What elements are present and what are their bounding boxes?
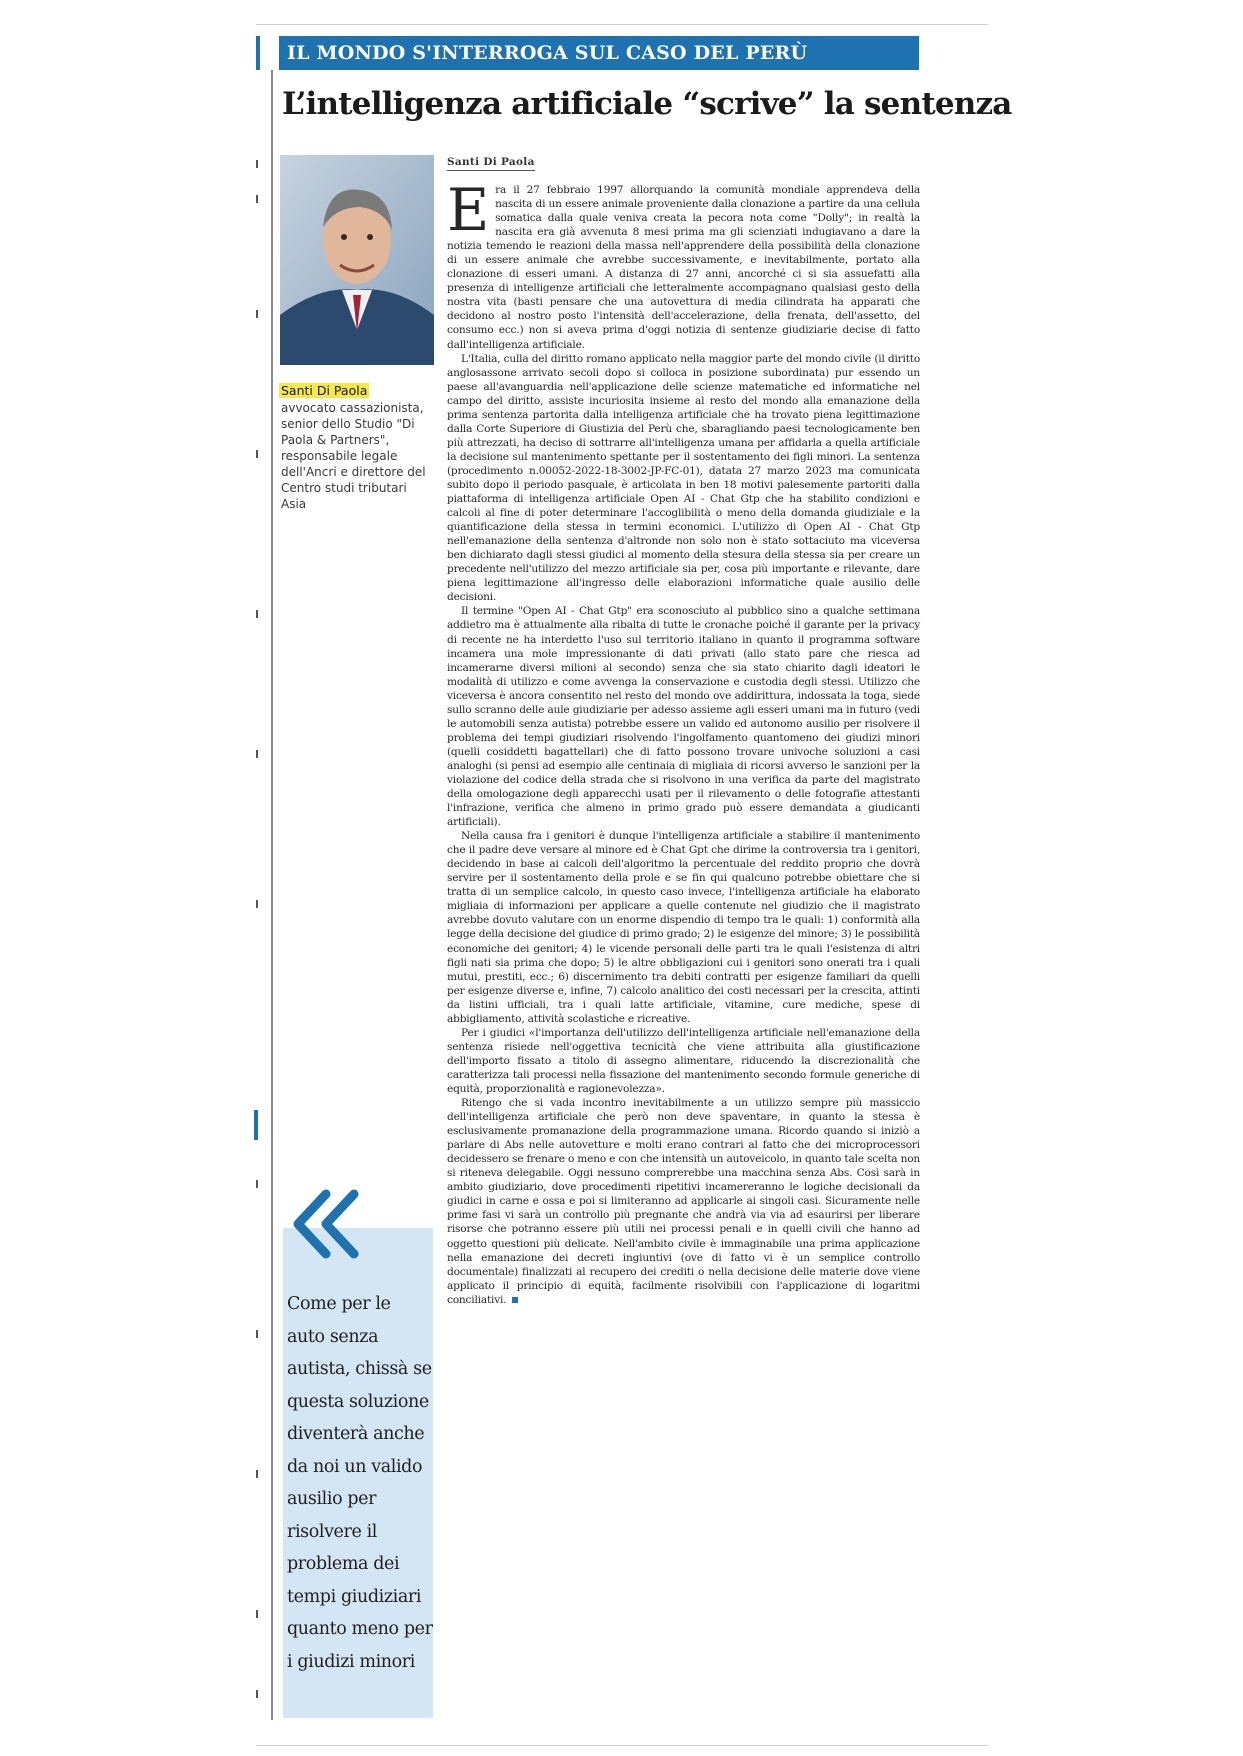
margin-ticks xyxy=(254,150,260,1710)
end-mark-icon xyxy=(512,1297,518,1303)
column-divider xyxy=(271,70,273,1720)
author-photo xyxy=(280,155,434,365)
article-paragraph-6 xyxy=(447,1096,920,1307)
kicker-accent-bar xyxy=(256,36,260,70)
paragraph-6-text: Ritengo che si vada incontro inevitabilmente a un utilizzo sempre più massiccio dell'intelligenza artificiale che però non deve spaventare, in quanto la stessa è esclusivamente promanazione della programmazione umana. Ricordo quando si iniziò a parlare di Abs nelle autovetture e molti erano contrari al fatto che dei microprocessori decidessero se frenare o meno e con che intensità un autoveicolo, in quanto tale scelta non si riteneva delegabile. Oggi nessuno comprerebbe una macchina senza Abs. Così sarà in ambito giudiziario, dove procedimenti ripetitivi incamereranno le logiche decisionali da giudici in carne e ossa e poi si limiteranno ad applicarle ai singoli casi. Sicuramente nelle prime fasi vi sarà un controllo più pregnante che andrà via via ad esaurirsi per liberare risorse che potranno essere più utili nei processi penali e in quelli civili che hanno ad oggetto questioni più delicate. Nell'ambito civile è immaginabile una prima applicazione nella emanazione dei decreti ingiuntivi (ove di fatto vi è un semplice controllo documentale) finalizzati al recupero dei crediti o nella decisione delle materie dove viene applicato il principio di equità, facilmente risolvibili con l'applicazione di logaritmi conciliativi. xyxy=(447,1097,920,1306)
quote-mark-icon xyxy=(290,1188,366,1260)
article-paragraph-3: Il termine "Open AI - Chat Gtp" era sconosciuto al pubblico sino a qualche settimana addietro ma è attualmente alla ribalta di tutte le cronache poiché il garante per la privacy di recente ne ha interdetto l'uso sul territorio italiano in quanto il programma software incamera una mole impressionante di dati privati (allo stato pare che riesca ad incamerarne diversi milioni al secondo) senza che sia stato chiarito dagli ideatori le modalità di utilizzo e come avvenga la conservazione e custodia degli stessi. Utilizzo che viceversa è ancora consentito nel resto del mondo ove addirittura, indossata la toga, siede sullo scranno delle aule giudiziarie per adesso assieme agli esseri umani ma in futuro (vedi le automobili senza autista) potrebbe essere un valido ed autonomo ausilio per risolvere il problema dei tempi giudiziari risolvendo l'ingolfamento quantomeno dei giudizi minori (quelli cosiddetti bagattellari) che di fatto possono trovare univoche soluzioni a casi analoghi (si pensi ad esempio alle centinaia di migliaia di ricorsi avverso le sanzioni per la violazione del codice della strada che si risolvono in una verifica da parte del magistrato della omologazione degli apparecchi usati per il rilevamento o delle fotografie attestanti l'infrazione, verifica che almeno in primo grado può essere demandata a giudicanti artificiali). xyxy=(447,605,920,829)
article-paragraph-5: Per i giudici «l'importanza dell'utilizzo dell'intelligenza artificiale nell'emanazione della sentenza risiede nell'oggettiva tecnicità che viene attribuita alla giustificazione dell'importo fissato a titolo di assegno alimentare, riducendo la discrezionalità che caratterizza tali processi nella fissazione del mantenimento secondo formule generiche di equità, proporzionalità e ragionevolezza». xyxy=(447,1026,920,1095)
article-body xyxy=(447,176,920,1307)
article-paragraph-2: L'Italia, culla del diritto romano applicato nella maggior parte del mondo civile (il diritto anglosassone arrivato secoli dopo si colloca in posizione subordinata) pur essendo un paese all'avanguardia nell'applicazione delle scienze matematiche ed informatiche nel campo del diritto, assiste incuriosita insieme al resto del mondo alla emanazione della prima sentenza partorita dalla intelligenza artificiale che ha trovato piena legittimazione dalla Corte Superiore di Giustizia del Perù che, sbaragliando paesi tecnologicamente ben più attrezzati, ha deciso di sottrarre all'intelligenza umana per affidarla a quella artificiale la decisione sul mantenimento spettante per il sostentamento dei figli minori. La sentenza (procedimento n.00052-2022-18-3002-JP-FC-01), datata 27 marzo 2023 ma comunicata subito dopo il periodo pasquale, è articolata in ben 18 motivi palesemente partoriti dalla piattaforma di intelligenza artificiale Open AI - Chat Gtp che ha stabilito condizioni e calcoli al fine di poter determinare l'accoglibilità o meno della domanda giudiziale e la quantificazione della stessa in termini economici. L'utilizzo di Open AI - Chat Gtp nell'emanazione della sentenza d'altronde non solo non è stato sottaciuto ma viceversa ben dichiarato dagli stessi giudici al momento della stesura della stessa sia per creare un precedente nell'utilizzo del mezzo artificiale sia per, cosa più importante e rilevante, dare piena legittimazione all'ingresso delle elaborazioni informatiche quale ausilio delle decisioni. xyxy=(447,352,920,604)
article-paragraph-4: Nella causa fra i genitori è dunque l'intelligenza artificiale a stabilire il mantenimento che il padre deve versare al minore ed è Chat Gpt che dirime la controversia tra i genitori, decidendo in base ai calcoli dell'algoritmo la percentuale del reddito proprio che dovrà servire per il sostentamento della prole e se fin qui qualcuno potrebbe obiettare che si tratta di un semplice calcolo, in questo caso invece, l'intelligenza artificiale ha elaborato migliaia di informazioni per applicare a quelle contenute nel giudizio che il magistrato avrebbe dovuto valutare con un enorme dispendio di tempo tra le quali: 1) conformità alla legge della decisione del giudice di primo grado; 2) le esigenze del minore; 3) le possibilità economiche dei genitori; 4) le vicende personali delle parti tra le quali l'esistenza di altri figli nati sia prima che dopo; 5) le altre obbligazioni cui i genitori sono onerati tra i quali mutui, prestiti, ecc.; 6) discernimento tra debiti contratti per esigenze familiari da quelli per esigenze diverse e, infine, 7) calcolo analitico dei costi necessari per la crescita, attinti da listini ufficiali, tra i quali latte artificiale, vitamine, cure mediche, spese di abbigliamento, attività scolastiche e ricreative. xyxy=(447,830,920,1025)
author-bio: avvocato cassazionista, senior dello Studio "Di Paola & Partners", responsabile legale dell'Ancri e direttore del Centro studi tributari Asia xyxy=(281,401,426,511)
top-rule xyxy=(256,24,988,25)
paragraph-1-text: ra il 27 febbraio 1997 allorquando la comunità mondiale apprendeva della nascita di un essere animale proveniente dalla clonazione a partire da una cellula somatica dalla quale veniva creata la pecora nota come "Dolly"; in realtà la nascita era già avvenuta 8 mesi prima ma gli scienziati indugiavano a dare la notizia temendo le reazioni della massa nell'apprendere della possibilità della clonazione di un essere animale che avrebbe successivamente, e inevitabilmente, portato alla clonazione di esseri umani. A distanza di 27 anni, ancorché ci si sia assuefatti alla presenza di intelligenze artificiali che letteralmente accompagnano qualsiasi gesto della nostra vita (basti pensare che una autovettura di media cilindrata ha apparati che decidono al nostro posto l'intensità dell'accelerazione, della frenata, dell'assetto, del consumo ecc.) non si aveva prima d'oggi notizia di sentenze giudiziarie decise di fatto dall'intelligenza artificiale. xyxy=(447,184,920,351)
article-paragraph-1 xyxy=(447,176,920,352)
pull-quote-text: Come per le auto senza autista, chissà se questa soluzione diventerà anche da noi un valido ausilio per risolvere il problema dei tempi giudiziari quanto meno per i giudizi minori xyxy=(287,1294,433,1672)
byline: Santi Di Paola xyxy=(447,156,535,171)
kicker: IL MONDO S'INTERROGA SUL CASO DEL PERÙ xyxy=(279,36,919,70)
author-name: Santi Di Paola xyxy=(281,383,368,398)
bottom-rule xyxy=(256,1745,988,1746)
dropcap: E xyxy=(447,176,490,244)
author-photo-illustration xyxy=(280,155,434,365)
headline: L’intelligenza artificiale “scrive” la sentenza xyxy=(282,86,1012,122)
